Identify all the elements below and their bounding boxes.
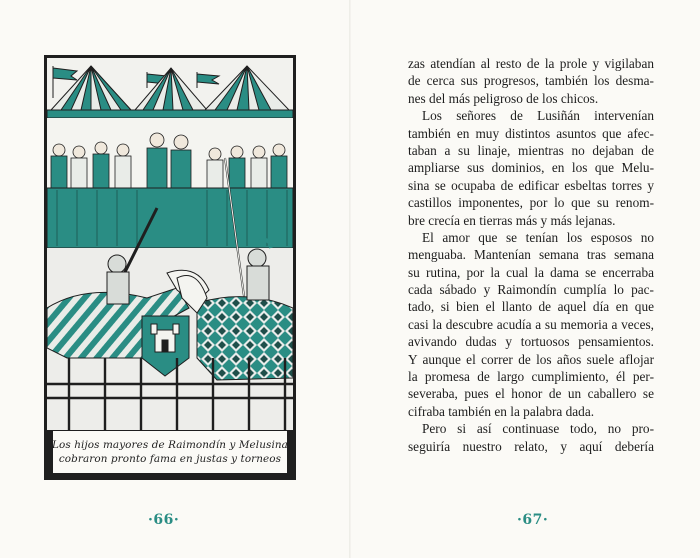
text-line: Y aunque el correr de los años suele aflojar xyxy=(408,351,654,367)
text-line: menguaba. Mantenían semana tras semana xyxy=(408,247,654,263)
text-line: taban a su linaje, mientras no dejaban de xyxy=(408,142,654,158)
jousting-scene-drawing xyxy=(47,58,293,477)
caption-line-2: cobraron pronto fama en justas y torneos xyxy=(58,453,282,465)
text-line: cada sábado y Raimondín cumplía lo pac- xyxy=(408,282,654,298)
text-line: bre crecía en tierras más y más lejanas. xyxy=(408,212,616,228)
text-line: de cerca sus progresos, también los desma- xyxy=(408,73,654,89)
jousting-illustration xyxy=(44,55,296,480)
text-line: seguiría nuestro relato, y aquí debería xyxy=(408,438,654,454)
right-page-number: ·67· xyxy=(517,512,549,528)
text-line: El amor que se tenían los esposos no xyxy=(422,229,654,245)
body-text xyxy=(408,55,654,455)
text-line: Pero si así continuase todo, no pro- xyxy=(422,421,654,437)
text-line: castillos imponentes, por lo que su renom- xyxy=(408,195,654,211)
text-line: cifraba también en la palabra dada. xyxy=(408,403,595,419)
text-line: nes del más peligroso de los chicos. xyxy=(408,90,599,106)
left-page-number: ·66· xyxy=(148,512,180,528)
caption-line-1: Los hijos mayores de Raimondín y Melusina xyxy=(52,439,288,451)
text-line: la promesa de largo cumplimiento, él per- xyxy=(408,369,654,385)
text-line: sina se ocupaba de edificar esbeltas torres y xyxy=(408,177,654,193)
text-line: casi la descubre acudía a su memoria a veces, xyxy=(408,316,654,332)
text-line: avivando dudas y tortuosos pensamientos. xyxy=(408,334,654,350)
illustration-caption xyxy=(52,430,288,474)
text-line: ampliarse sus dominios, en los que Melu- xyxy=(408,160,654,176)
text-line: Los señores de Lusiñán intervenían xyxy=(422,108,654,124)
text-line: también en muy distintos asuntos que afec- xyxy=(408,125,654,141)
text-line: tado, si bien el llanto de aquel día en que xyxy=(408,299,654,315)
book-gutter xyxy=(349,0,351,558)
text-line: zas atendían al resto de la prole y vigilaban xyxy=(408,56,654,71)
text-line: su rutina, por la cual la dama se encerraba xyxy=(408,264,654,280)
text-line: severaba, pues el honor de un caballero se xyxy=(408,386,654,402)
